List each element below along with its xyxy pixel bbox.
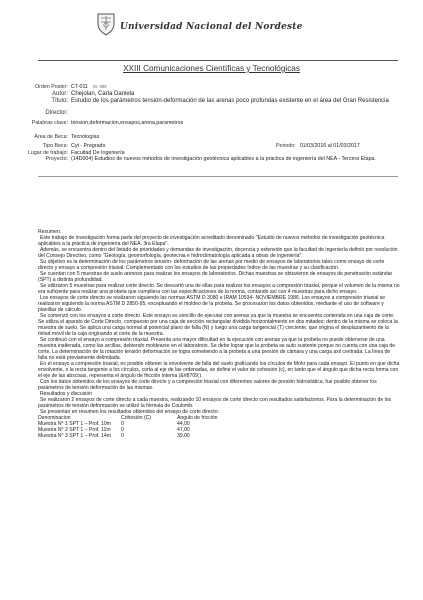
paragraph: Se utilizaron 5 muestras para realizar corte directo. Se descartó una de ellas para realizar los ensayos a compresión triaxial, porque el volumen de la misma no era suficiente para realizar una probeta que cumpliera con las especificaciones de la norma, contando así con 4 muestras para dicho ensayo. [38, 283, 400, 295]
table-cell: 39,00 [177, 433, 190, 439]
orden-poster-id: ID: 899 [93, 84, 107, 89]
results-table [38, 415, 237, 439]
table-cell: Muestra N° 2 SPT 1 – Prof. 11m [38, 427, 111, 433]
paragraph: Además, se encuentra dentro del listado de prioridades y demandas de investigación, docencia y extensión que la facultad de ingeniería definió por resolución del Consejo Directivo, como "Geología, geomorfología, geotecnia e hidroclimatología aplicada a obras de ingeniería". [38, 247, 398, 259]
field-orden-poster [0, 84, 423, 91]
poster-metadata [0, 84, 423, 163]
field-titulo [0, 98, 423, 106]
university-name: Universidad Nacional del Nordeste [120, 22, 303, 32]
header-divider [38, 60, 398, 61]
paragraph: Los ensayos de corte directo se realizaron siguiendo las normas ASTM D 3080 e IRAM 10534- NOVIEMBRE 1986. Los ensayos a compresión triaxial se realizaron siguiendo la norma ASTM D 2850-95, exceptuando el moldeo de la probeta. Se procesaron los datos obtenidos, mediante el uso de software y planillas de cálculo. [38, 295, 386, 313]
autor-value: Chejolan, Carla Daniela [71, 90, 135, 97]
resumen-heading: Resumen: [38, 229, 62, 235]
paragraph: Su objetivo es la determinación de los parámetros tensión- deformación de las arenas por medio de ensayos de laboratorios tales como ensayo de corte directo y ensayo a compresión triaxial. Complementado con los estudios de las propiedades índice de las muestras y su clasificación. [38, 259, 385, 271]
titulo-value: Estudio de los parámetros tensión-deformación de las arenas poco profundas existente en el área del Gran Resistencia [71, 98, 389, 105]
paragraph: Se comenzó con los ensayos a corte directo. Este ensayo es sencillo de ejecutar con arenas ya que la muestra se encuentra contenida en una caja de corte. Se utiliza el aparato de Corte Directo, compuesto por una caja de sección rectangular dividida horizontalmente en dos mitades; dentro de la misma se coloca la muestra de suelo. Se aplica una carga normal al potencial plano de falla (N) y luego una carga tangencial (T) creciente, que origina el desplazamiento de la mitad móvil de la caja originando el corte de la muestra. [38, 313, 398, 337]
university-crest-icon [96, 12, 116, 36]
periodo-field [276, 143, 360, 150]
periodo-label: Periodo: [276, 143, 296, 150]
field-area-beca [0, 134, 423, 141]
meta-divider [38, 176, 398, 177]
palabras-clave-label: Palabras clave: [31, 120, 68, 127]
paragraph: En el ensayo a compresión triaxial, es posible obtener la envolvente de falla del suelo graficando los círculos de Mohr para cada ensayo. El punto en que dicha envolvente, o la recta tangente a los círculos, corta al eje de las ordenadas, se define el valor de cohesión (c), en tanto que el ángulo que dicha recta forma con el eje de las abscisas, representa el ángulo de fricción interna (&#8709;). [38, 361, 400, 379]
lugar-trabajo-value: Facultad De Ingeniería [71, 149, 125, 156]
paragraph: Se presentan en resumen los resultados obtenidos del ensayo de corte directo: [40, 409, 219, 415]
director-label: Director: [45, 109, 68, 116]
lugar-trabajo-label: Lugar de trabajo: [27, 149, 68, 156]
table-cell: 0 [121, 433, 124, 439]
tipo-beca-value: Cyt - Pregrado [71, 143, 106, 150]
field-proyecto [0, 156, 423, 163]
paragraph: Se realizaron 2 ensayos de corte directo a cada muestra, realizando 10 ensayos de corte directo con resultados satisfactorios. Para la determinación de los parámetros de tensión deformación se utilizó la fórmula de Coulomb. [38, 397, 392, 409]
palabras-clave-value: tension,deformacion,ensayos,arena,parametros [71, 120, 184, 127]
section-heading: Resultados y discusión [40, 391, 93, 397]
field-palabras-clave [0, 120, 423, 127]
autor-label: Autor: [51, 90, 68, 97]
table-cell: Muestra N° 3 SPT 1 – Prof. 14m [38, 433, 112, 439]
paragraph: Este trabajo de investigación forma parte del proyecto de investigación acreditado denominado "Estudio de nuevos métodos de investigación geotécnica aplicables a la práctica de ingeniería del NEA. 3ra Etapa". [38, 235, 385, 247]
proyecto-value: (14D004) Estudios de nuevos métodos de investigación geotécnica aplicables a la práctica de ingeniería del NEA - Tercera Etapa. [71, 156, 376, 163]
table-header: Angulo de fricción [177, 415, 218, 421]
field-tipo-beca [0, 143, 423, 150]
paragraph: Se continuó con el ensayo a compresión triaxial. Presenta una mayor dificultad en la ejecución con arenas ya que la probeta no puede obtenerse de una muestra inalterada, como las arcillas, debiendo moldearse en el laboratorio. Se debe lograr que la probeta se auto sustente porque no cuenta con una caja de corte. La determinación de la rotación tensión deformación se logra sometiendo a la probeta a una presión de cámara y una carga axil centrada. La línea de falla no está previamente delimitada. [38, 337, 396, 361]
proyecto-label: Proyecto: [45, 156, 68, 163]
field-autor [0, 91, 423, 99]
field-lugar-trabajo [0, 150, 423, 157]
orden-poster-label: Orden Poster: [35, 84, 68, 90]
orden-poster-value: CT-011 [71, 84, 88, 90]
field-director [0, 110, 423, 118]
area-beca-value: Tecnologías [71, 133, 100, 140]
area-beca-label: Área de Beca: [34, 133, 68, 140]
conference-title: XXIII Comunicaciones Científicas y Tecnológicas [123, 64, 300, 73]
table-cell: 0 [121, 427, 124, 433]
table-cell: 47,00 [177, 427, 190, 433]
table-cell: 0 [121, 421, 124, 427]
resumen-body [38, 229, 400, 439]
periodo-value: 01/03/2016 al 01/03/2017 [299, 143, 360, 150]
tipo-beca-label: Tipo Beca: [42, 143, 68, 150]
table-header: Denominacion [38, 415, 71, 421]
table-header: Cohesión (C) [121, 415, 152, 421]
paragraph: Con los datos obtenidos de los ensayos de corte directo y a compresión triaxial con diferentes valores de presión hidrostática, fue posible obtener los parámetros de tensión deformación de las mismas. [38, 379, 377, 391]
table-cell: 44,00 [177, 421, 190, 427]
titulo-label: Título: [51, 98, 68, 105]
table-row [38, 433, 237, 439]
table-cell: Muestra N° 1 SPT 1 – Prof. 10m [38, 421, 112, 427]
paragraph: Se cuentan con 5 muestras de suelo arenoso para realizar los ensayos de laboratorios. Dichas muestras se obtuvieron de ensayos de penetración estándar (SPT) a distinta profundidad. [38, 271, 393, 283]
